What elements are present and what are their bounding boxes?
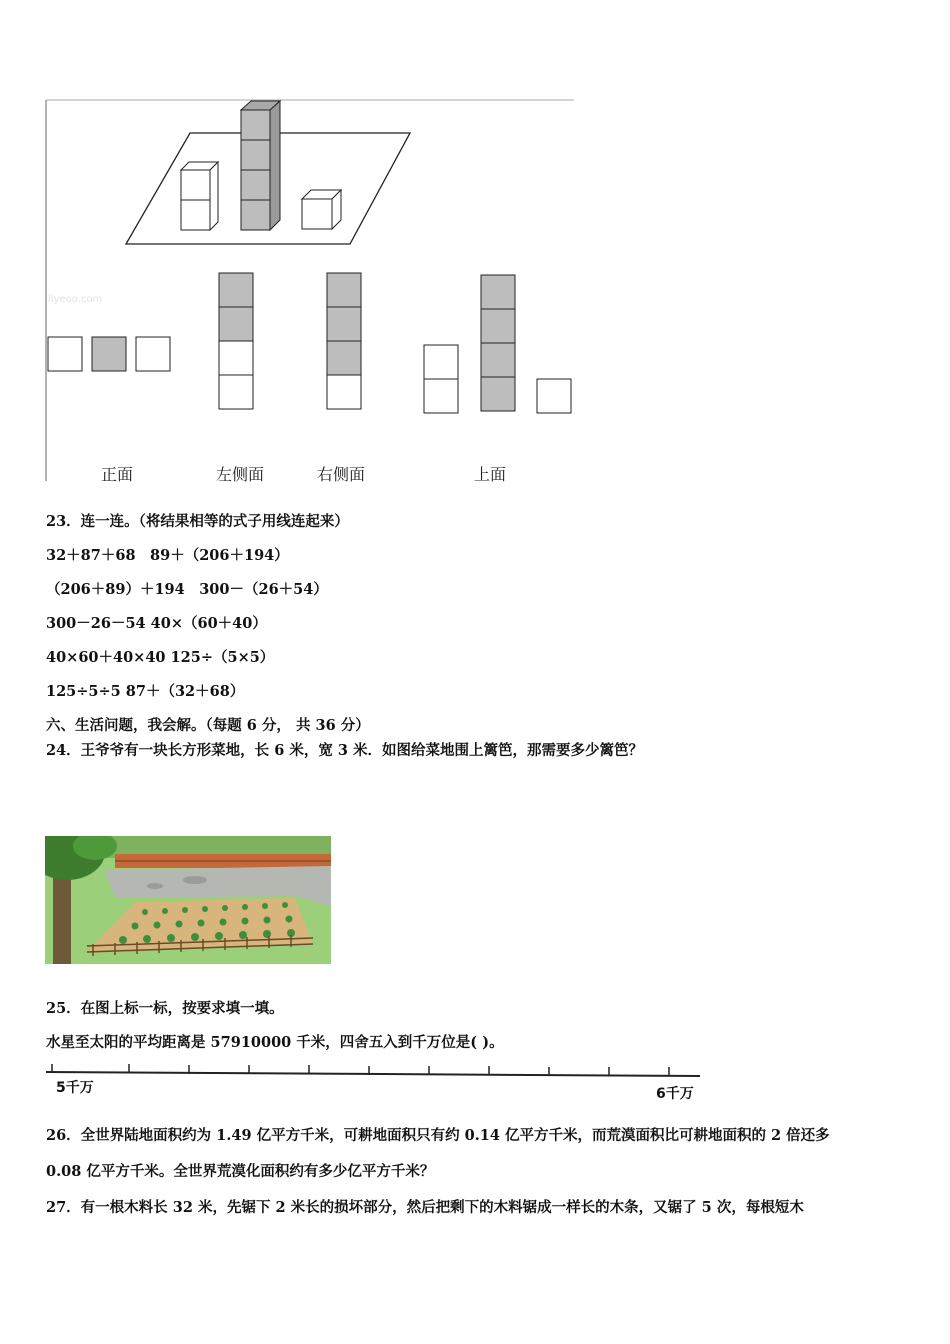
label-left-side: 左侧面 xyxy=(216,465,265,484)
front-view xyxy=(48,337,170,371)
label-right-side: 右侧面 xyxy=(317,465,366,484)
axis-label-right: 6千万 xyxy=(656,1086,694,1102)
q23-row-2: （206＋89）＋194 300－（26＋54） xyxy=(46,581,328,598)
vegetable-field-picture xyxy=(45,836,331,964)
right-side-view xyxy=(327,273,361,409)
q23-row-1: 32＋87＋68 89＋（206＋194） xyxy=(46,547,289,564)
q23-row-5: 125÷5÷5 87＋（32＋68） xyxy=(46,683,245,700)
left-side-view xyxy=(219,273,253,409)
q26-line-2: 0.08 亿平方千米。全世界荒漠化面积约有多少亿平方千米？ xyxy=(46,1163,435,1180)
q26-line-1: 26．全世界陆地面积约为 1.49 亿平方千米，可耕地面积只有约 0.14 亿平方千米，而荒漠面积比可耕地面积的 2 倍还多 xyxy=(46,1127,830,1144)
cube-figure xyxy=(44,96,579,488)
q23-row-3: 300－26－54 40×（60＋40） xyxy=(46,615,267,632)
axis-label-left: 5千万 xyxy=(56,1080,94,1096)
label-front: 正面 xyxy=(101,465,134,484)
number-line xyxy=(44,1060,704,1104)
section6-title: 六、生活问题，我会解。（每题 6 分， 共 36 分） xyxy=(46,717,370,734)
stack-middle xyxy=(241,101,280,230)
label-top: 上面 xyxy=(474,465,507,484)
stack-right xyxy=(302,190,341,229)
q25-text: 水星至太阳的平均距离是 57910000 千米，四舍五入到千万位是( )。 xyxy=(46,1034,504,1051)
top-view xyxy=(424,275,571,413)
q25-title: 25．在图上标一标，按要求填一填。 xyxy=(46,1000,284,1017)
q27-text: 27．有一根木料长 32 米，先锯下 2 米长的损坏部分，然后把剩下的木料锯成一样长的木条，又锯了 5 次，每根短木 xyxy=(46,1199,804,1216)
q24-text: 24．王爷爷有一块长方形菜地，长 6 米，宽 3 米．如图给菜地围上篱笆，那需要多少篱笆？ xyxy=(46,742,644,759)
stack-left xyxy=(181,162,218,230)
q23-row-4: 40×60＋40×40 125÷（5×5） xyxy=(46,649,275,666)
watermark: llyeoo.com xyxy=(48,294,103,305)
q23-title: 23．连一连。（将结果相等的式子用线连起来） xyxy=(46,513,349,530)
